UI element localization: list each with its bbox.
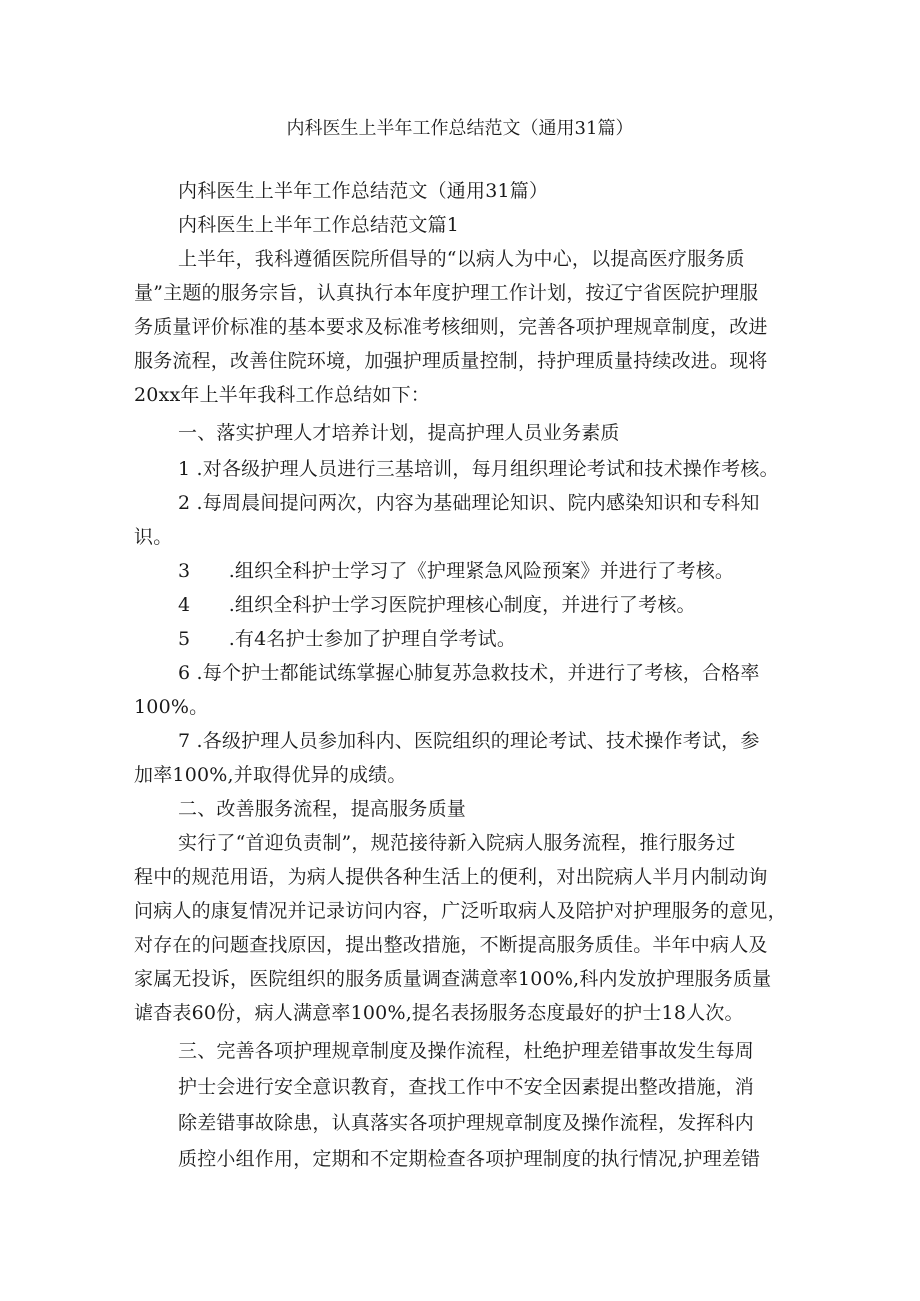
heading-line: 一、落实护理人才培养计划，提高护理人员业务素质 xyxy=(178,422,620,444)
list-item-line: 3 .组织全科护士学习了《护理紧急风险预案》并进行了考核。 xyxy=(178,560,735,582)
paragraph-line: 程中的规范用语，为病人提供各种生活上的便利，对出院病人半月内制动询 xyxy=(134,866,768,888)
paragraph-line: 量”主题的服务宗旨，认真执行本年度护理工作计划，按辽宁省医院护理服 xyxy=(134,282,759,304)
paragraph-line: 务质量评价标准的基本要求及标准考核细则，完善各项护理规章制度，改进 xyxy=(134,316,768,338)
document-title: 内科医生上半年工作总结范文（通用31篇） xyxy=(286,118,634,139)
list-item-line: 4 .组织全科护士学习医院护理核心制度，并进行了考核。 xyxy=(178,594,696,616)
list-item-line: 2 .每周晨间提问两次，内容为基础理论知识、院内感染知识和专科知 xyxy=(178,492,760,514)
paragraph-line: 上半年，我科遵循医院所倡导的“以病人为中心，以提高医疗服务质 xyxy=(178,248,745,270)
list-item-line: 5 .有4名护士参加了护理自学考试。 xyxy=(178,628,517,650)
paragraph-line: 20xx年上半年我科工作总结如下： xyxy=(134,384,431,406)
list-item-line: 识。 xyxy=(134,526,173,548)
paragraph-line: 实行了“首迎负责制”，规范接待新入院病人服务流程，推行服务过 xyxy=(178,832,736,854)
heading-line: 三、完善各项护理规章制度及操作流程，杜绝护理差错事故发生每周 xyxy=(178,1040,755,1062)
heading-line: 二、改善服务流程，提高服务质量 xyxy=(178,798,467,820)
paragraph-line: 谑杳表60份，病人满意率100%,提名表扬服务态度最好的护士18人次。 xyxy=(134,1002,744,1024)
subtitle-line: 内科医生上半年工作总结范文（通用31篇） xyxy=(178,180,549,202)
list-item-line: 7 .各级护理人员参加科内、医院组织的理论考试、技术操作考试，参 xyxy=(178,730,760,752)
paragraph-line: 对存在的问题查找原因，提出整改措施，不断提高服务质佳。半年中病人及 xyxy=(134,934,768,956)
list-item-line: 6 .每个护士都能试练掌握心肺复苏急救技术，并进行了考核，合格率 xyxy=(178,662,760,684)
paragraph-line: 家属无投诉，医院组织的服务质量调查满意率100%,科内发放护理服务质量 xyxy=(134,968,772,990)
list-item-line: 100%。 xyxy=(134,696,209,718)
paragraph-line: 服务流程，改善住院环境，加强护理质量控制，持护理质量持续改进。现将 xyxy=(134,350,768,372)
section-heading-line: 内科医生上半年工作总结范文篇1 xyxy=(178,214,460,236)
paragraph-line: 问病人的康复情况并记录访问内容，广泛听取病人及陪护对护理服务的意见， xyxy=(134,900,787,922)
paragraph-line: 质控小组作用，定期和不定期检查各项护理制度的执行情况,护理差错 xyxy=(178,1148,761,1170)
list-item-line: 加率100%,并取得优异的成绩。 xyxy=(134,764,407,786)
paragraph-line: 除差错事故除患，认真落实各项护理规章制度及操作流程，发挥科内 xyxy=(178,1112,755,1134)
paragraph-line: 护士会进行安全意识教育，查找工作中不安全因素提出整改措施，消 xyxy=(178,1076,755,1098)
list-item-line: 1 .对各级护理人员进行三基培训，每月组织理论考试和技术操作考核。 xyxy=(178,458,779,480)
